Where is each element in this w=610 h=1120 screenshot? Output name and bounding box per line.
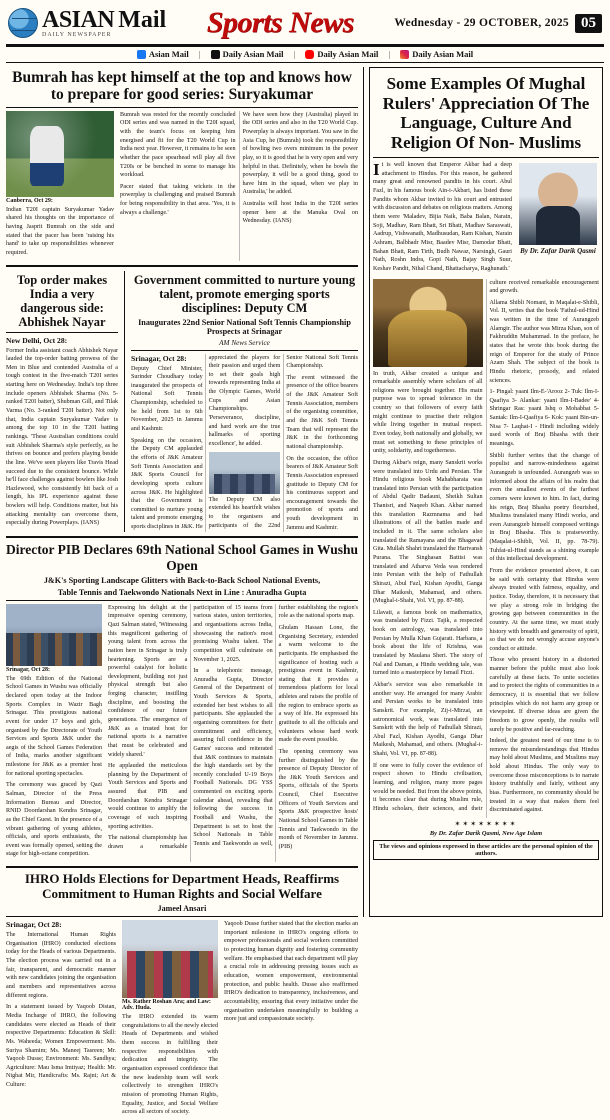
divider [6, 916, 358, 917]
social-instagram-label: Daily Asian Mail [412, 49, 474, 59]
social-strip [6, 47, 604, 63]
feature-footer-author: By Dr. Zafar Darik Qasmi, New Age Islam [429, 829, 543, 837]
deputycm-headline: Government committed to nurture young talent, promote emerging sports disciplines: Deputy CM [133, 272, 356, 315]
feature-para-1: In truth, Akbar created a unique and remarkable assembly where scholars of all religions were brought together. His main purpose was to spread tolerance in the country so that followers of every faith might continue to practise their religion while living together in mutual respect. Even today, both nationally and globally, we must set something to these principles of unity, solidarity, and togetherness. [373, 370, 483, 455]
feature-para-6: Allama Shibli Nomani, in Maqalat-e-Shibli, Vol. II, writes that the book 'Fathul-ud-Hind was written in the time of Aurangzeb Alamgir. The author was Mirza Khan, son of Fakhruddin Muhammad. In the preface, he states that he wrote this book during the reign of Emperor for the study of Prince Azam Shah. The subject of the book is Hindu rhetoric, prosody, and related sciences. [489, 299, 599, 384]
article-bumrah [6, 69, 358, 261]
lead-para-0: Indian T20I captain Suryakumar Yadav shared his thoughts on the importance of having Jasprit Bumrah on the side and stated that the pacer has been 'raising his hand' to take up responsibilities whenever required. [6, 206, 114, 256]
nayar-dateline: New Delhi, Oct 28: [6, 335, 68, 345]
article-ihro [6, 872, 358, 1120]
article-nayar [6, 271, 118, 533]
feature-para-11: Indeed, the greatest need of our time is to remove the misunderstandings that Hindus may hold about Muslims, and Muslims may hold about Hindus. The only way to overcome those misconceptions is to narrate history truthfully and fairly, without any bias. Furthermore, no community should be treated in a way that makes them feel discriminated against. [489, 738, 599, 814]
social-youtube-label: Daily Asian Mail [317, 49, 379, 59]
social-youtube[interactable] [305, 49, 378, 59]
facebook-icon [137, 50, 146, 59]
wushu-headline: Director PIB Declares 69th National School Games in Wushu Open [6, 542, 359, 573]
divider [131, 350, 358, 351]
right-column [363, 67, 603, 917]
wushu-para-6: Ghulam Hassan Lone, the Organising Secretary, extended a warm welcome to the participants. He emphasised the significance of hosting such a prestigious event in Kashmir, stating that it provides a tremendous platform for local athletes and raises the profile of the region to embrace sports as a way of life. He expressed his gratitude to all the officials and volunteers whose hard work made the event possible. [278, 624, 358, 744]
deputycm-photo [209, 452, 281, 494]
author-caption: By Dr. Zafar Darik Qasmi [520, 247, 596, 256]
feature-para-4: Akbar's service was also remarkable in another way. He arranged for many Arabic and Persian works to be translated into Sanskrit. For example, Zij-i-Mirzai, an astronomical work, was translated into Sanskrit with the help of Fathullah Shirazi, Abul Fazl, Kishan Ayodhi, Ganga Dhar Maikesh, Mahamad, and others. (Mughal-i-Shahi, Vol. VI, pp. 87-88). [373, 681, 483, 758]
divider [6, 600, 358, 601]
lead-para-1: Bumrah was rested for the recently concluded ODI series and was named in the T20I squad, with the team's focus on keeping him energised and fit for the T20 World Cup in India next year. However, it remains to be seen whether the pace spearhead will play all five T20Is or be benched in some to manage his workload. [120, 111, 236, 179]
nayar-para-0: Former India assistant coach Abhishek Nayar lauded the top-order batting prowess of the Men in Blue and contended Australia of a tough contest in the five-match T20I series starting here on Wednesday. India's top three include openers Abhishek Sharma (No. 5-ranked T20I batter), Shubman Gill, and Tilak Varma (No. 3-ranked T20I batter). Not only that, India captain Suryakumar Yadav is among the top 10 in the T20I batting rankings. 'These Australian conditions could suit Abhishek Sharma's style perfectly, as he thrives on bounce and prefers playing beside the line. We've seen players like Travis Head succeed due to the consistent bounce. While he'll face challenges against bowlers like Josh Hazlewood, who consistently hit back of a length, his IPL experience against these bowlers will help. Conditions matter, but his attacking mentality can overcome them, especially during Powerplays. (IANS) [6, 347, 118, 527]
wushu-para-0: The 69th Edition of the National School Games in Wushu was officially declared open today at the Indoor Sports Complex in Wazir Bagh Srinagar. This prestigious national event for under 17 boys and girls, organised by the Directorate of Youth Services and Sports J&K under the aegis of the School Games Federation of India, marks another significant milestone for J&K as a premier host for national sporting spectacles. [6, 675, 102, 777]
ihro-para-3: The IHRO extended its warm congratulations to all the newly elected Heads of Departments and wished them success in fulfilling their respective responsibilities with dedication and integrity. The organisation expressed confidence that the new leadership team will work collectively to strengthen IHRO's mission of promoting Human Rights, Equality, Justice, and Social Welfare across all sectors of society. [122, 1014, 218, 1116]
social-twitter[interactable] [211, 49, 284, 59]
feature-photo [373, 279, 483, 367]
logo [8, 8, 166, 38]
ihro-para-0: The International Human Rights Organisation (IHRO) conducted elections today for the Heads of various Departments. The election process was carried out in a fair, transparent, and democratic manner with new candidates joining the organisation and members and representatives across different regions. [6, 932, 116, 999]
left-column [6, 67, 359, 1116]
divider [6, 866, 358, 868]
disclaimer: The views and opinions expressed in these articles are the personal opinion of the authors. [373, 840, 599, 860]
divider [6, 332, 118, 333]
feature-article [369, 67, 603, 917]
lead-para-2: Pacer stated that taking wickets in the powerplay is challenging and praised Bumrah for being responsibility in that area. 'Yes, it is always a challenge.' [120, 183, 236, 216]
wushu-para-4: The national championship has drawn a remarkable participation of 15 teams from various states, union territories, and organisations across India, showcasing the nation's most promising Wushu talent. The competition will culminate on November 1, 2025. [108, 604, 273, 850]
twitter-icon [211, 50, 220, 59]
ihro-dateline: Srinagar, Oct 28: [6, 920, 62, 930]
separator: | [198, 49, 201, 59]
feature-para-3: Lilavati, a famous book on mathematics, was translated by Fizzi. Tajik, a respected book on astrology, was translated into Persian by Mulla Khan Gujarati. Harbans, a book about the life of Krishna, was translated by Maulana Sheri. The story of Nal and Daman, a Hindu wedding tale, was turned into a masterpiece by Ismail Fizzi. [373, 609, 483, 677]
deputycm-para-4: On the occasion, the office bearers of J&K Amateur Soft Tennis Association expressed gratitude to Deputy CM for his continuous support and encouragement towards the promotion of sports and youth development in Jammu and Kashmir. [286, 455, 358, 531]
wushu-para-5: In a telephonic message, Anuradha Gupta, Director General of the Department of Youth Services & Sports, extended her best wishes to all participants. She applauded the organising committees for their commitment and efficiency, assuring full confidence in the Games' success and reiterated that J&K continues to maintain the high standards set by the recently concluded U-19 Boys Football Nationals. DG YSS commented on exciting sports calendar ahead, revealing that following the success in Football and Wushu, the Department is set to host the School Nationals in Table Tennis and Taekwondo as well, further establishing the region's role as the national sports map. [193, 604, 358, 847]
lead-photo-caption: Canberra, Oct 29: [6, 197, 53, 204]
section-title: Sports News [206, 6, 354, 39]
wushu-photo [6, 604, 102, 666]
separator: | [388, 49, 391, 59]
page-number: 05 [575, 14, 602, 33]
feature-para-0: It is well known that Emperor Akbar had a deep attachment to Hindus. For this reason, he gathered many great and renowned pandits in his court. Abul Fazl, in his famous book Ain-i-Akbari, has listed these Pandits whom Akbar invited to his court and entrusted with discussion and debates on religious matters. Among them were 'Maladev, Bijia Naik, Baba Balan, Narain, Soji, Madhav, Ram Bhatt, Sri Bhatt, Madhav Saraswati, Aadrup, Vishwanath, Madhusudan, Ram Kishan, Narain Ashram, Balbhadr Misr, Baadev Misr, Damodar Bhatt, Bahan Bhatt, Ram Tirth, Budh Nawaz, Narsingh, Gauri Nath, Roshn Indra, Gopi Nath, Bajay Singh Suur, Keshav Pandit, Nihal Chand, Bhattacharya, Raghunath.' [373, 160, 512, 272]
separator: | [293, 49, 296, 59]
youtube-icon [305, 50, 314, 59]
social-facebook-label: Asian Mail [148, 49, 189, 59]
ihro-para-1: In a statement issued by Yaqoob Distan, Media Incharge of IHRO, the following candidates were elected as Heads of their respective Departments: Education & Skill: Ms. Waheeda; Women Empowerment: Ms. Suriya Shamim; Ms. Maneej Tasreen; Mr. Yaqoob Dusse; Environment: Ms. Sandhya; Agriculture: Mau Isma Imtiyaz; Health: Mr. Nighat Mir, Handicrafts: Ms. Rajni; Art & Culture: [6, 1004, 116, 1089]
deputycm-para-3: The event witnessed the presence of the office bearers of the J&K Amateur Soft Tennis Association, members of the organising committee, and the J&K Soft Tennis Team that will represent the J&K in the forthcoming national championship. [286, 374, 358, 450]
decorative-stars: ✶✶✶✶✶✶✶✶ [454, 819, 518, 828]
nayar-headline: Top order makes India a very dangerous side: Abhishek Nayar [16, 272, 108, 329]
masthead [6, 4, 604, 47]
brand-mail: Mail [118, 7, 167, 33]
wushu-para-7: The opening ceremony was further distinguished by the presence of Deputy Director of the J&K Youth Services and Sports, officials of the Sports Council, Chief Executive Officers of Youth Services and Sports J&K prospective hosts' National School Games in Table Tennis and Taekwondo in the month of November in Jammu. (PIB) [278, 748, 358, 850]
article-deputycm [124, 271, 358, 533]
wushu-para-3: He applauded the meticulous planning by the Department of Youth Services and Sports and assured that PIB and Doordarshan Kendra Srinagar would continue to amplify the coverage of such inspiring sporting activities. [108, 763, 188, 830]
story-row [6, 271, 358, 533]
feature-para-10: Those who present history in a distorted manner before the public must also look carefully at these facts. To unite societies and to protect the rights of communities in a democracy, it is essential that we follow principles which do not harm any group or viewpoint. If diverse ideas are given the freedom to grow openly, the results will surely be positive and far-reaching. [489, 657, 599, 733]
deputycm-dateline: Srinagar, Oct 28: [131, 353, 187, 363]
author-photo [519, 163, 597, 245]
social-twitter-label: Daily Asian Mail [222, 49, 284, 59]
globe-icon [8, 8, 38, 38]
article-wushu [6, 542, 358, 862]
instagram-icon [400, 50, 409, 59]
feature-headline: Some Examples Of Mughal Rulers' Appreciation Of The Language, Culture And Religion Of Non- Muslims [382, 74, 590, 152]
wushu-para-1: The ceremony was graced by Qazi Salman, Director of the Press Information Bureau and Director, RNID Doordarshan Kendra Srinagar, as the Chief Guest. In the presence of a vibrant gathering of young athletes, officials, and sports enthusiasts, the event was formally opened, setting the stage for high-octane competition. [6, 782, 102, 858]
wushu-para-2: Expressing his delight at the impressive opening ceremony, Qazi Salman stated, 'Witnessing this magnificent gathering of young talent from across the nation here in Srinagar is truly heartening. Sports are a powerful catalyst for holistic development, building not just physical strength but also forging character, instilling discipline, and boosting the confidence of our future generations. The emergence of J&K as a trusted host for national sports is a narrative that must be celebrated and widely shared.' [108, 604, 188, 758]
feature-para-2: During Akbar's reign, many Sanskrit works were translated into Urdu and Persian. The Hindu religious book Mahabharata was translated into Persian with the participation of Abdul Qadir Badauni, Sheikh Sultan Thanisri, and Naqeeb Khan. Akbar named this translation Razmnama and had illustrations of all the battles made and included in it. The same scholars also translated the Ramayana and the Bhagavad Gita. Mullah Shahri translated the Harivansh Purana. The Singhasan Battisi was translated and Atharva Veda was rendered into Persian with the help of Fathullah Shirazi, Abul Fazl, Kishan Ayodhi, Ganga Dhar Maikesh, Mahamad, and others. (Mughal-i-Shahi, Vol. VI, pp. 87-88). [373, 459, 483, 605]
brand-asian: ASIAN [42, 7, 115, 33]
lead-para-3: We have seen how they (Australia) played in the ODI series and also in the T20 World Cup. Powerplay is always important. You saw in the Asia Cup, he (Bumrah) took the responsibility of bowling two overs minimum in the power play, so it is good that he is very open and very helpful in that. Definitely, when he bowls the powerplay, it will be a good thing, good to have him in the squad, when we play in Australia,' he added. [242, 111, 358, 196]
wushu-dateline: Srinagar, Oct 28: [6, 666, 50, 673]
wushu-subhead-1: J&K's Sporting Landscape Glitters with Back-to-Back School National Events, [43, 575, 321, 585]
ihro-headline: IHRO Holds Elections for Department Heads, Reaffirms Commitment to Human Rights and Social Welfare [24, 871, 340, 901]
feature-para-8: Shibli further writes that the change of populist and narrow-mindedness against Aurangzeb is unfounded. Aurangzeb was so informed about the affairs of his realm that even the smallest events of the farthest corners were known to him. In fact, during his reign, Braj Bhasha poetry flourished, Muslims translated many Hindi works, and even Aurangzeb himself composed writings in Braj Bhasha. This is praiseworthy. (Maqalat-i-Shibli, Vol. II, pp. 78-79). Tuhfat-ul-Hind stands as a shining example of this intellectual development. [489, 452, 599, 563]
social-facebook[interactable] [137, 49, 189, 59]
lead-para-4: Australia will host India in the T20I series opener here at the Manuka Oval on Wednesday. (IANS) [242, 201, 358, 225]
feature-para-5: If one were to fully cover the evidence of respect shown to Hindu civilisation, learning, and religion, many more pages would be needed. But from the above points, it becomes clear that during Muslim rule, Hindu scholars, their sciences, and their culture received remarkable encouragement and growth. [373, 279, 599, 812]
divider [6, 107, 358, 108]
feature-para-7: 1- Pingal: yaani Ilm-E-'Arooz 2- Tuk: Ilm-I-Qaafiya 3- Alankar: yaani Ilm-I-Badee' 4- Shringar Ras: yaani Ishq o Mohabbat 5- Santak: Ilm-I-Qaafiya 6- Kok: yaani Bin-un-Nisa 7- Laqhat-I - Hindi including widely used words of Braj Bhasha with their meanings. [489, 389, 599, 448]
divider [6, 265, 358, 267]
deputycm-para-0: Deputy Chief Minister, Surinder Choudhary today inaugurated the prospects of National Soft Tennis Championship, scheduled to be held from 1st to 6th November, 2025 in Jammu and Kashmir. [131, 365, 203, 433]
page-title: Bumrah has kept himself at the top and knows how to prepare for good series: Suryakumar [12, 69, 352, 104]
ihro-photo-caption: Ms. Rather Roshan Ara; and Law: Adv. Huda. [122, 999, 211, 1012]
ihro-byline: Jameel Ansari [157, 904, 207, 914]
deputycm-para-2: The Deputy CM also extended his heartfelt wishes to the organisers and participants of the 22nd Senior National Soft Tennis Championship. [208, 354, 358, 529]
ihro-para-4: Yaqoob Dusse further stated that the election marks an important milestone in IHRO's ongoing efforts to empower professionals and social workers committed to protecting human dignity and fostering community welfare. He emphasised that each department will play a crucial role in addressing pressing issues such as education, women empowerment, environmental protection, and public health. Dusse also reaffirmed IHRO's dedication to transparency, inclusiveness, and accountability, ensuring that every initiative under the organisation undertaken meaningfully to building a more just and compassionate society. [224, 921, 358, 1023]
deputycm-para-1: Speaking on the occasion, the Deputy CM applauded the efforts of J&K Amateur Soft Tennis Association and J&K Sports Council for developing sports culture across J&K. He highlighted that the Government is committed to nurture young talent and promote emerging sports disciplines in J&K. He appreciated the players for their passion and urged them to set their goals high towards representing India at the Olympic Games, World Cups and Asian Championships. 'Perseverance, discipline, and hard work are the true hallmarks of sporting excellence', he added. [131, 354, 281, 531]
divider [373, 157, 599, 158]
social-instagram[interactable] [400, 49, 473, 59]
deputycm-agency: AM News Service [219, 338, 270, 347]
ihro-photo [122, 920, 218, 998]
divider [6, 536, 358, 538]
feature-para-9: From the evidence presented above, it can be said with certainty that Hindus were always treated with fairness, equality, and justice. Today, therefore, it is necessary that we play a strong role in bridging the growing gap between communities in the country. At the same time, we must study history with breadth and generosity of spirit, so that we do not wrongly accuse anyone's conduct or attitude. [489, 568, 599, 652]
issue-date: Wednesday - 29 OCTOBER, 2025 [394, 17, 569, 29]
brand-tagline: DAILY NEWSPAPER [42, 32, 112, 38]
wushu-subhead-2: Table Tennis and Taekwondo Nationals Next in Line : Anuradha Gupta [57, 587, 307, 597]
date-block [394, 14, 602, 33]
deputycm-subhead: Inaugurates 22nd Senior National Soft Tennis Championship Prospects at Srinagar [138, 317, 351, 336]
lead-photo [6, 111, 114, 197]
author-block [517, 163, 599, 255]
